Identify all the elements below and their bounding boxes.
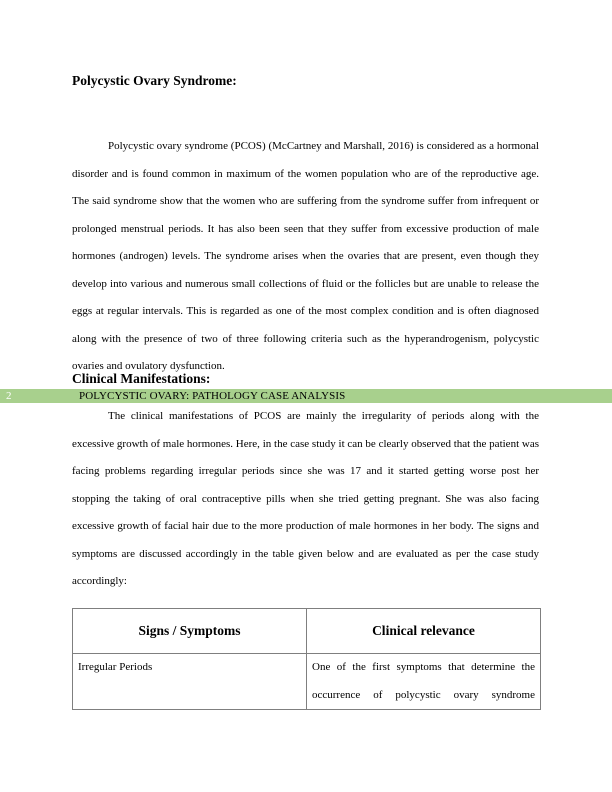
table-row: [73, 654, 541, 710]
page-number: 2: [6, 390, 12, 402]
clinical-manifestations-paragraph: The clinical manifestations of PCOS are mainly the irregularity of periods along with the excessive growth of male hormones. Here, in the case study it can be clearly observed that the patient was facing problems regarding irregular periods since she was 17 and it started getting worse post her stopping the taking of oral contraceptive pills when she tried getting pregnant. She was also facing excessive growth of facial hair due to the more production of male hormones in her body. The signs and symptoms are discussed accordingly in the table given below and are evaluated as per the case study accordingly:: [72, 410, 539, 587]
running-header-band: [0, 389, 612, 403]
header-signs-symptoms: Signs / Symptoms: [73, 609, 307, 654]
table-header-row: [73, 609, 541, 654]
header-clinical-relevance: Clinical relevance: [307, 609, 541, 654]
pcos-paragraph: Polycystic ovary syndrome (PCOS) (McCartney and Marshall, 2016) is considered as a hormonal disorder and is found common in maximum of the women population who are of the reproductive age. The said syndrome show that the women who are suffering from the syndrome suffer from infrequent or prolonged menstrual periods. It has also been seen that they suffer from excessive production of male hormones (androgen) levels. The syndrome arises when the ovaries that are present, even though they develop into various and numerous small collections of fluid or the follicles but are unable to release the eggs at regular intervals. This is regarded as one of the most complex condition and is often diagnosed along with the presence of two of three following criteria such as the hyperandrogenism, polycystic ovaries and ovulatory dysfunction.: [72, 140, 539, 372]
section-heading-pcos: Polycystic Ovary Syndrome:: [72, 73, 237, 88]
signs-symptoms-table: [72, 608, 541, 710]
running-head: POLYCYSTIC OVARY: PATHOLOGY CASE ANALYSIS: [79, 390, 346, 402]
section-heading-clinical-manifestations: Clinical Manifestations:: [72, 371, 211, 386]
cell-symptom: Irregular Periods: [73, 654, 307, 710]
cell-relevance: One of the first symptoms that determine the occurrence of polycystic ovary syndrome: [307, 654, 541, 710]
